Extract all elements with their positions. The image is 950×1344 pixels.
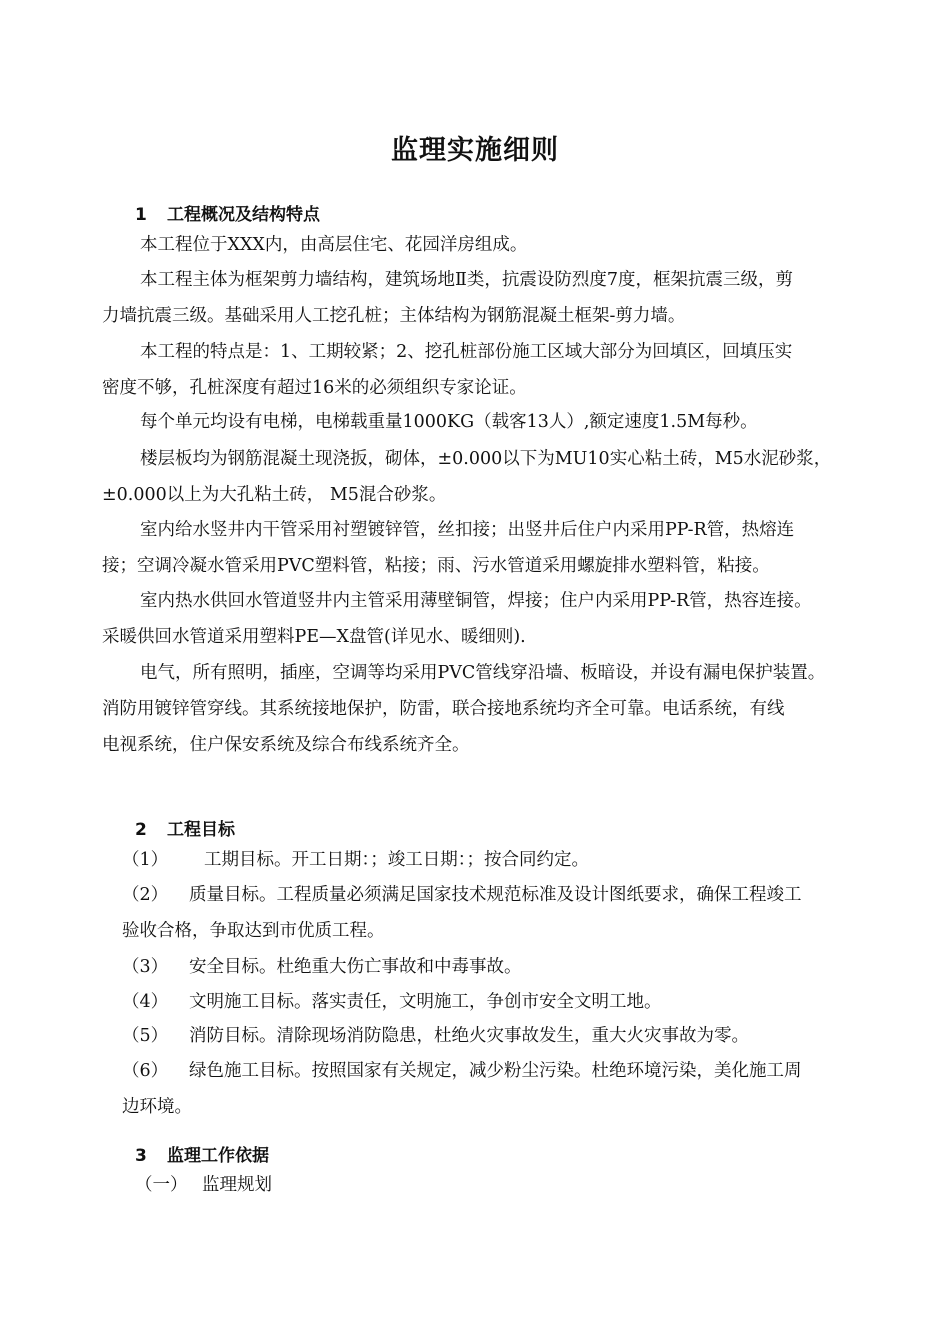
section-number: 1 xyxy=(135,205,147,225)
section-1-heading xyxy=(135,200,320,225)
paragraph-line: 室内热水供回水管道竖井内主管采用薄壁铜管，焊接；住户内采用PP-R管，热容连接。 xyxy=(140,591,812,611)
list-index: （5） xyxy=(122,1026,169,1046)
paragraph-line: 电气，所有照明，插座，空调等均采用PVC管线穿沿墙、板暗设，并设有漏电保护装置。 xyxy=(140,663,826,683)
paragraph-line: 力墙抗震三级。基础采用人工挖孔桩；主体结构为钢筋混凝土框架-剪力墙。 xyxy=(102,306,686,326)
list-continuation: 边环境。 xyxy=(122,1097,192,1117)
document-title: 监理实施细则 xyxy=(391,135,559,166)
paragraph-line: ±0.000以上为大孔粘土砖， M5混合砂浆。 xyxy=(102,485,447,505)
paragraph-line: 消防用镀锌管穿线。其系统接地保护，防雷，联合接地系统均齐全可靠。电话系统，有线 xyxy=(102,699,785,719)
paragraph-line: 电视系统，住户保安系统及综合布线系统齐全。 xyxy=(102,735,470,755)
list-continuation: 验收合格，争取达到市优质工程。 xyxy=(122,921,385,941)
paragraph-line: 楼层板均为钢筋混凝土现浇扳，砌体，±0.000以下为MU10实心粘土砖，M5水泥砂浆， xyxy=(140,449,832,469)
list-text: 监理规划 xyxy=(202,1175,272,1195)
list-text: 工期目标。开工日期：；竣工日期：；按合同约定。 xyxy=(204,850,589,870)
list-text: 文明施工目标。落实责任，文明施工，争创市安全文明工地。 xyxy=(189,992,662,1012)
list-index: （6） xyxy=(122,1061,169,1081)
section-number: 2 xyxy=(135,820,147,840)
paragraph-line: 本工程的特点是：1、工期较紧；2、挖孔桩部份施工区域大部分为回填区，回填压实 xyxy=(140,342,793,362)
section-title: 监理工作依据 xyxy=(167,1146,269,1166)
list-index: （2） xyxy=(122,885,169,905)
section-2-heading xyxy=(135,815,235,840)
section-number: 3 xyxy=(135,1146,147,1166)
list-text: 消防目标。清除现场消防隐患，杜绝火灾事故发生，重大火灾事故为零。 xyxy=(189,1026,749,1046)
list-item xyxy=(122,848,589,872)
list-item xyxy=(122,990,662,1014)
paragraph-line: 密度不够，孔桩深度有超过16米的必须组织专家论证。 xyxy=(102,378,527,398)
list-text: 绿色施工目标。按照国家有关规定，减少粉尘污染。杜绝环境污染，美化施工周 xyxy=(189,1061,802,1081)
paragraph-line: 采暖供回水管道采用塑料PE—X盘管(详见水、暖细则). xyxy=(102,627,526,647)
paragraph-line: 本工程主体为框架剪力墙结构，建筑场地Ⅱ类，抗震设防烈度7度，框架抗震三级，剪 xyxy=(140,270,794,290)
section-title: 工程目标 xyxy=(167,820,235,840)
list-item xyxy=(122,1024,749,1048)
list-item xyxy=(122,1059,802,1083)
list-text: 安全目标。杜绝重大伤亡事故和中毒事故。 xyxy=(189,957,522,977)
paragraph-line: 室内给水竖井内干管采用衬塑镀锌管，丝扣接；出竖井后住户内采用PP-R管，热熔连 xyxy=(140,520,795,540)
list-index: （3） xyxy=(122,957,169,977)
section-title: 工程概况及结构特点 xyxy=(167,205,320,225)
list-item xyxy=(122,955,522,979)
list-text: 质量目标。工程质量必须满足国家技术规范标准及设计图纸要求，确保工程竣工 xyxy=(189,885,802,905)
list-index: （一） xyxy=(135,1175,188,1195)
sub-item xyxy=(135,1173,272,1197)
paragraph-line: 本工程位于XXX内，由高层住宅、花园洋房组成。 xyxy=(140,235,528,255)
list-item xyxy=(122,883,802,907)
paragraph-line: 每个单元均设有电梯，电梯载重量1000KG（载客13人）,额定速度1.5M每秒。 xyxy=(140,412,758,432)
section-3-heading xyxy=(135,1141,269,1166)
list-index: （4） xyxy=(122,992,169,1012)
paragraph-line: 接；空调冷凝水管采用PVC塑料管，粘接；雨、污水管道采用螺旋排水塑料管，粘接。 xyxy=(102,556,770,576)
list-index: （1） xyxy=(122,850,169,870)
